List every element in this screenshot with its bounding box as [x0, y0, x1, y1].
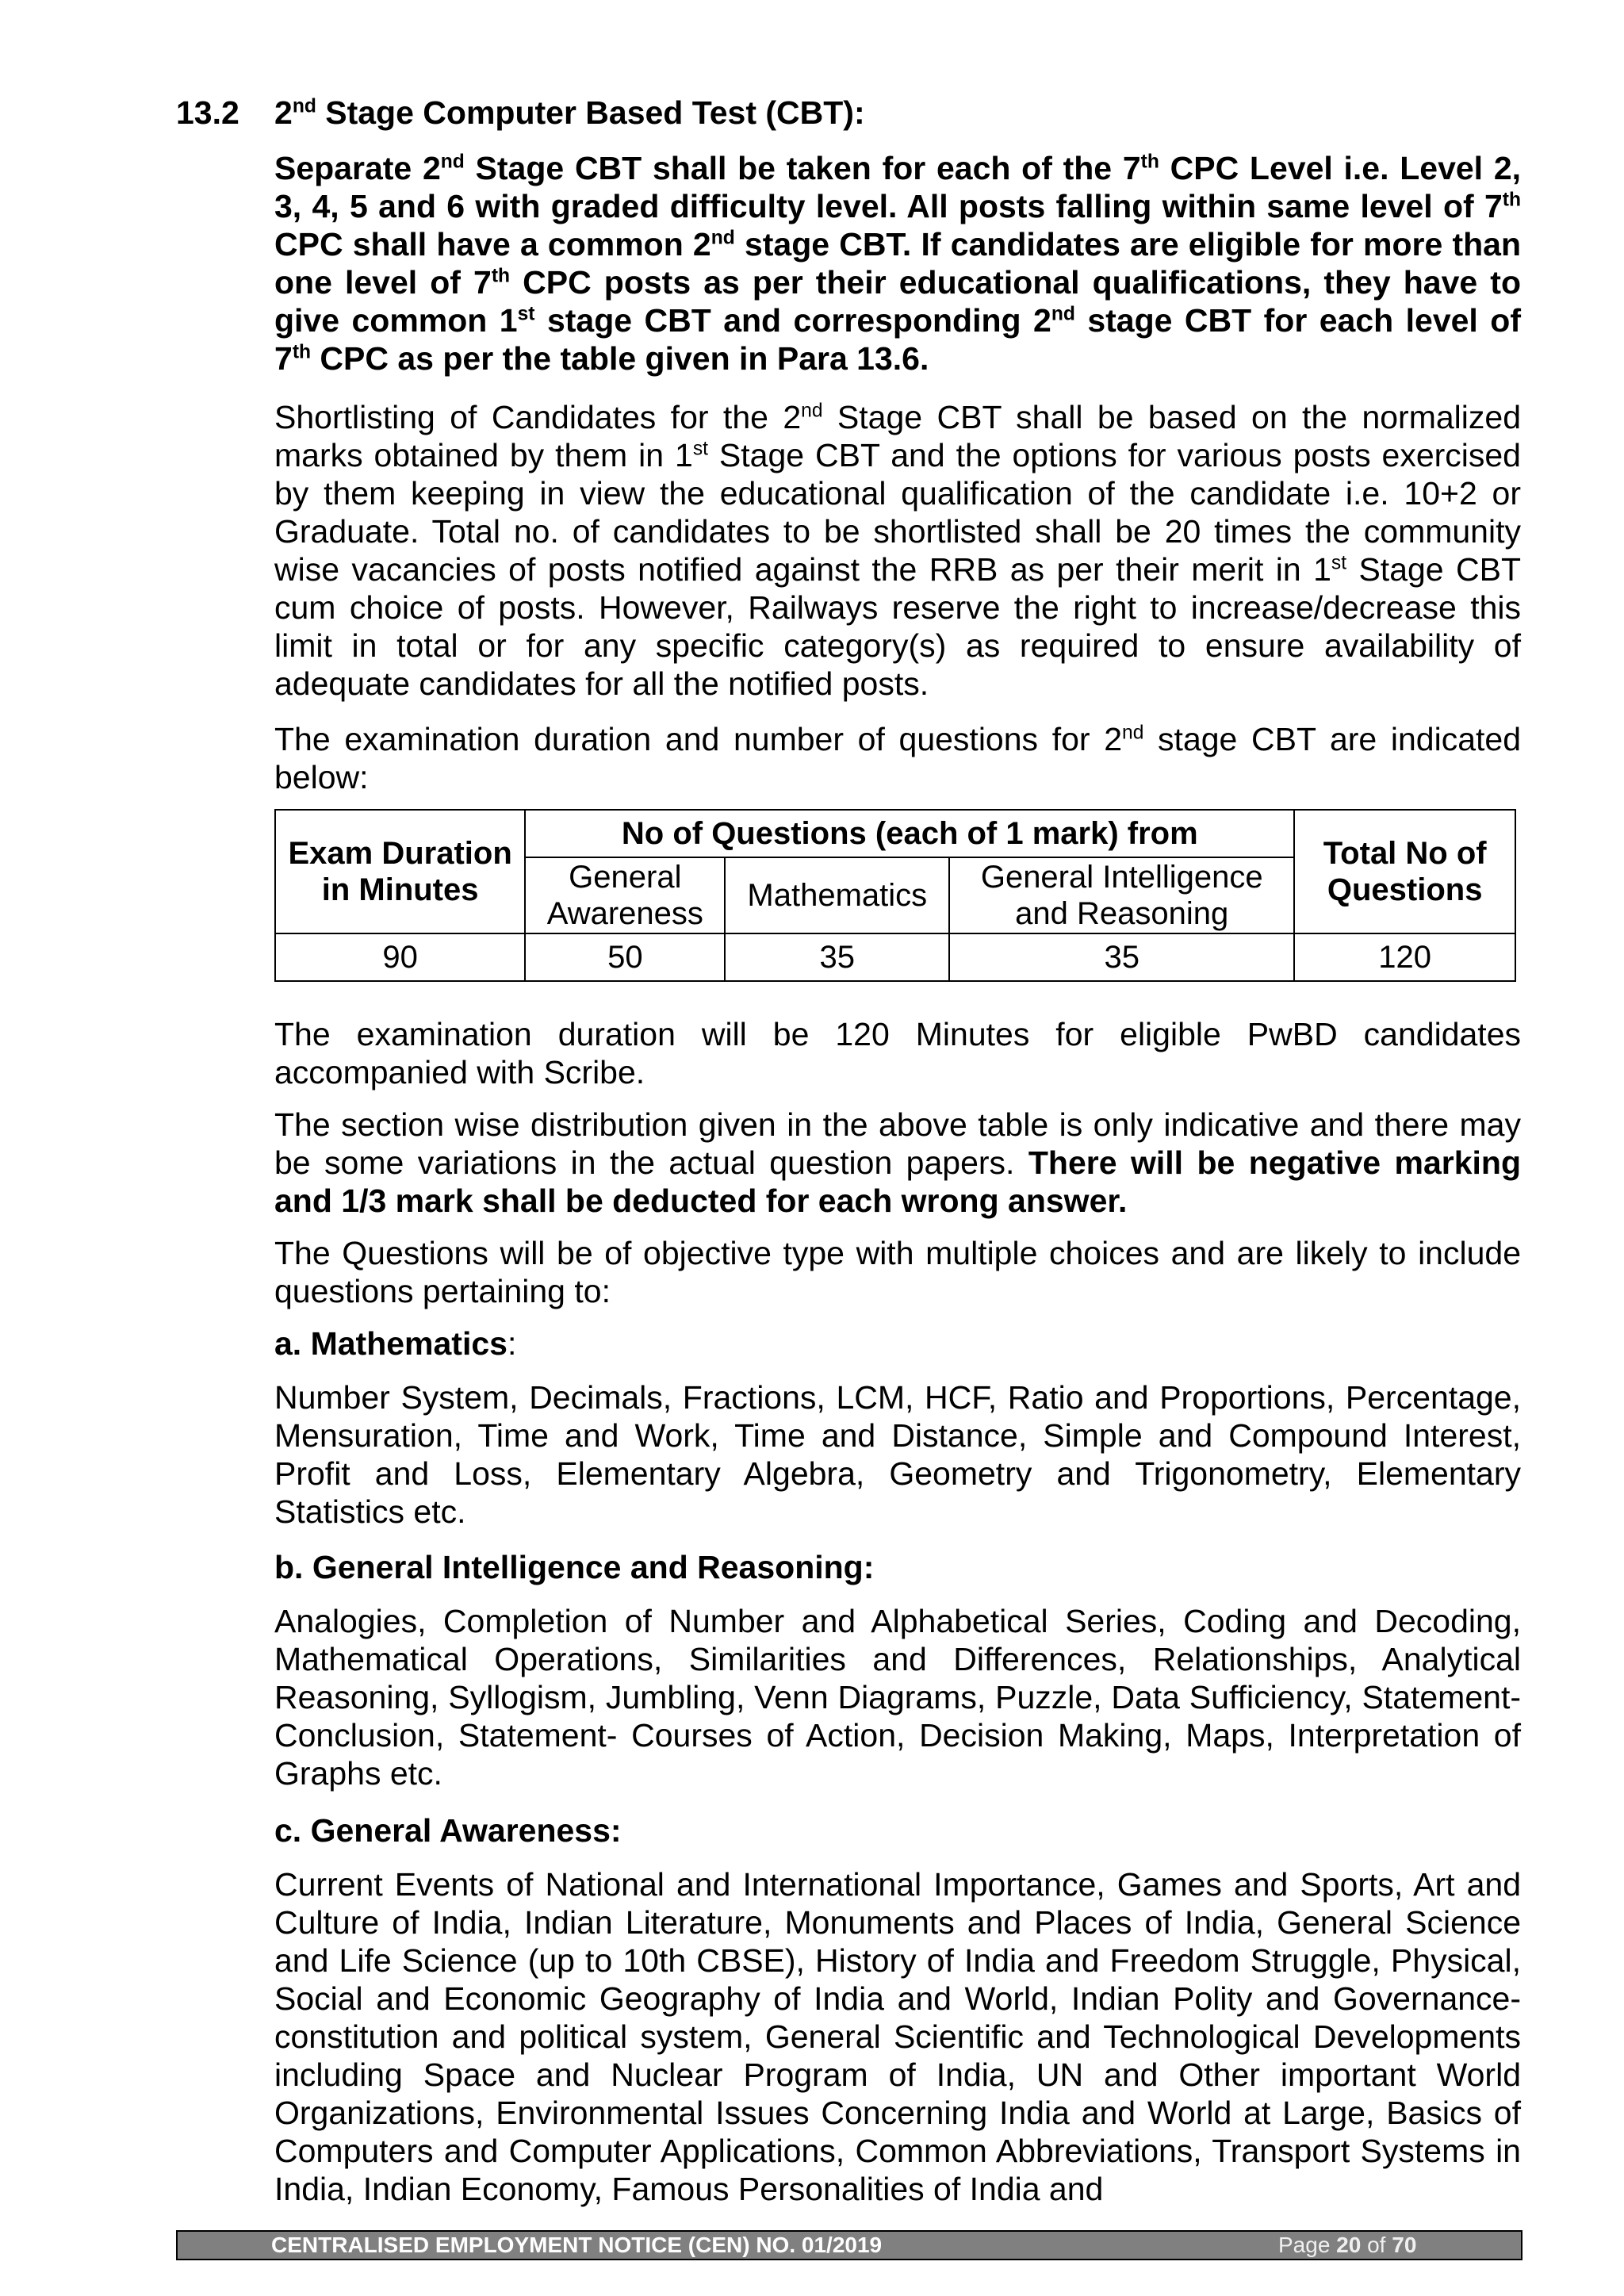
paragraph-reasoning-topics: Analogies, Completion of Number and Alphabetical Series, Coding and Decoding, Mathematical Operations, Similarities and Differences, Relationships, Analytical Reasoning, Syllogism, Jumbling, Venn Diagrams, Puzzle, Data Sufficiency, Statement- Conclusion, Statement- Courses of Action, Decision Making, Maps, Interpretation of Graphs etc. — [274, 1603, 1521, 1792]
cell-general-intelligence: 35 — [949, 933, 1294, 981]
header-exam-duration: Exam Duration in Minutes — [275, 810, 525, 933]
heading-reasoning: b. General Intelligence and Reasoning: — [274, 1549, 875, 1585]
paragraph-level-cbt: Separate 2nd Stage CBT shall be taken for each of the 7th CPC Level i.e. Level 2, 3, 4, 5 and 6 with graded difficulty level. All posts falling within same level of 7th CPC shall have a common 2nd stage CBT. If candidates are eligible for more than one level of 7th CPC posts as per their educational qualifications, they have to give common 1st stage CBT and corresponding 2nd stage CBT for each level of 7th CPC as per the table given in Para 13.6. — [274, 150, 1522, 377]
paragraph-exam-duration-intro: The examination duration and number of questions for 2nd stage CBT are indicated below: — [274, 721, 1522, 795]
cell-total: 120 — [1294, 933, 1515, 981]
heading-mathematics: a. Mathematics: — [274, 1325, 517, 1362]
paragraph-awareness-topics: Current Events of National and International Importance, Games and Sports, Art and Culture of India, Indian Literature, Monuments and Places of India, General Science and Life Science (up to 10th CBSE), History of India and Freedom Struggle, Physical, Social and Economic Geography of India and World, Indian Polity and Governance- constitution and political system, General Scientific and Technological Developments including Space and Nuclear Program of India, UN and Other important World Organizations, Environmental Issues Concerning India and World at Large, Basics of Computers and Computer Applications, Common Abbreviations, Transport Systems in India, Indian Economy, Famous Personalities of India and — [274, 1866, 1521, 2207]
header-no-of-questions: No of Questions (each of 1 mark) from — [525, 810, 1294, 857]
exam-questions-table — [274, 809, 1516, 982]
footer-page-number: Page 20 of 70 — [1278, 2233, 1417, 2257]
subheader-general-awareness: General Awareness — [525, 857, 725, 933]
paragraph-question-type: The Questions will be of objective type with multiple choices and are likely to include questions pertaining to: — [274, 1235, 1521, 1309]
cell-general-awareness: 50 — [525, 933, 725, 981]
paragraph-mathematics-topics: Number System, Decimals, Fractions, LCM, HCF, Ratio and Proportions, Percentage, Mensuration, Time and Work, Time and Distance, Simple and Compound Interest, Profit and Loss, Elementary Algebra, Geometry and Trigonometry, Elementary Statistics etc. — [274, 1379, 1521, 1530]
heading-general-awareness: c. General Awareness: — [274, 1812, 622, 1849]
page-footer — [176, 2230, 1522, 2260]
cell-mathematics: 35 — [725, 933, 949, 981]
paragraph-pwbd: The examination duration will be 120 Minutes for eligible PwBD candidates accompanied with Scribe. — [274, 1016, 1521, 1091]
cell-duration: 90 — [275, 933, 525, 981]
paragraph-shortlisting: Shortlisting of Candidates for the 2nd Stage CBT shall be based on the normalized marks obtained by them in 1st Stage CBT and the options for various posts exercised by them keeping in view the educational qualification of the candidate i.e. 10+2 or Graduate. Total no. of candidates to be shortlisted shall be 20 times the community wise vacancies of posts notified against the RRB as per their merit in 1st Stage CBT cum choice of posts. However, Railways reserve the right to increase/decrease this limit in total or for any specific category(s) as required to ensure availability of adequate candidates for all the notified posts. — [274, 399, 1521, 702]
subheader-general-intelligence: General Intelligence and Reasoning — [949, 857, 1294, 933]
footer-notice: CENTRALISED EMPLOYMENT NOTICE (CEN) NO. 01/2019 — [271, 2233, 883, 2257]
paragraph-negative-marking: The section wise distribution given in the above table is only indicative and there may be some variations in the actual question papers. There will be negative marking and 1/3 mark shall be deducted for each wrong answer. — [274, 1106, 1521, 1219]
table-row — [275, 933, 1515, 981]
section-title: 2nd Stage Computer Based Test (CBT): — [274, 94, 865, 131]
subheader-mathematics: Mathematics — [725, 857, 949, 933]
header-total-questions: Total No of Questions — [1294, 810, 1515, 933]
section-number: 13.2 — [176, 94, 239, 131]
